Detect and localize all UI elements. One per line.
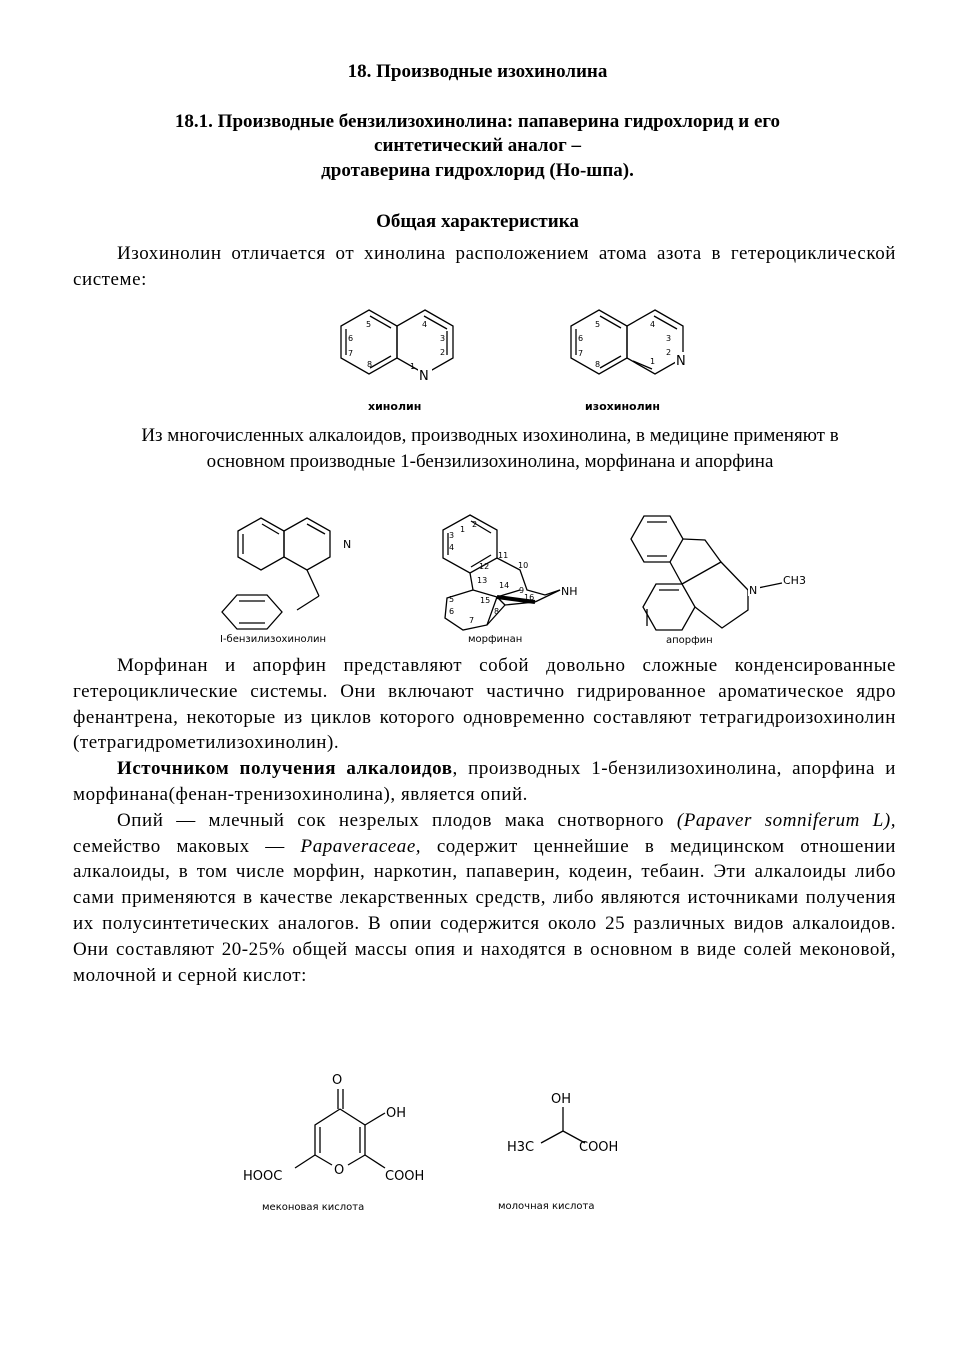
svg-text:4: 4 [650,320,656,329]
svg-text:3: 3 [666,334,672,343]
meconic-oh: OH [386,1106,407,1121]
benzyl-n-atom: N [343,538,352,551]
meconic-hooc: HOOC [243,1169,283,1184]
section-title-line-1: 18.1. Производные бензилизохинолина: папаверина гидрохлорид и его [174,111,781,132]
svg-text:16: 16 [524,593,535,602]
quinoline-label: хинолин [368,400,422,413]
svg-text:4: 4 [449,543,455,552]
svg-text:15: 15 [480,596,491,605]
meconic-cooh: COOH [385,1169,425,1184]
svg-text:1: 1 [410,362,416,371]
svg-text:3: 3 [440,334,446,343]
svg-text:4: 4 [422,320,428,329]
alkaloids-paragraph: Из многочисленных алкалоидов, производных изохинолина, в медицине применяют в основном производные 1-бензилизохинолина, морфинана и апорфина [141,425,839,472]
svg-text:3: 3 [449,531,455,540]
section-heading: Общая характеристика [376,211,579,232]
source-bold: Источником получения алкалоидов [117,758,453,780]
figure-acids [235,1065,635,1220]
chapter-title: 18. Производные изохинолина [347,61,608,82]
meconic-ring-o: O [334,1163,345,1178]
svg-text:10: 10 [518,561,529,570]
lactic-cooh: COOH [579,1140,619,1155]
figure-alkaloid-skeletons [215,510,815,650]
quinoline-n-atom: N [419,369,429,384]
section-title-line-2: синтетический аналог – [374,135,581,156]
svg-text:7: 7 [469,616,475,625]
svg-text:1: 1 [460,525,466,534]
svg-text:5: 5 [449,595,455,604]
morphinan-label: морфинан [468,634,523,645]
svg-text:6: 6 [348,334,354,343]
svg-text:6: 6 [578,334,584,343]
svg-text:7: 7 [578,349,584,358]
lactic-h3c: H3C [507,1140,535,1155]
svg-text:14: 14 [499,581,510,590]
lactic-oh: OH [551,1092,572,1107]
svg-text:2: 2 [472,520,478,529]
svg-text:2: 2 [666,348,672,357]
svg-text:2: 2 [440,348,446,357]
svg-text:1: 1 [650,357,656,366]
isoquinoline-n-atom: N [676,354,686,369]
svg-text:5: 5 [595,320,601,329]
lactic-acid-label: молочная кислота [498,1201,595,1212]
svg-text:5: 5 [366,320,372,329]
aporphine-methyl: CH3 [783,574,806,587]
aporphine-n-atom: N [749,584,758,597]
svg-text:8: 8 [494,607,500,616]
svg-text:12: 12 [479,562,490,571]
morphinan-paragraph: Морфинан и апорфин представляют собой довольно сложные конденсированные гетероциклические системы. Они включают частично гидрированное ароматическое ядро фенантрена, некоторые из циклов которого одновременно составляют тетрагидроизохинолин (тетрагидрометилизохинолин). Источником получения алкалоидов, производных 1-бензилизохинолина, апорфина и морфинана(фенан-тренизохинолина), является опий. Опий — млечный сок незрелых плодов мака снотворного (Papaver somniferum L), семейство маковых — Papaveraceae, содержит ценнейшие в медицинском отношении алкалоиды, в том числе морфин, наркотин, папаверин, кодеин, тебаин. Эти алкалоиды либо сами применяются в качестве лекарственных средств, либо являются источниками получения их полусинтетических аналогов. В опии содержится около 25 различных видов алкалоидов. Они составляют 20-25% общей массы опия и находятся в основном в виде солей меконовой, молочной и серной кислот: [73,655,896,986]
benzylisoquinoline-label: I-бензилизохинолин [220,634,327,645]
svg-text:8: 8 [367,360,373,369]
isoquinoline-label: изохинолин [585,400,660,413]
svg-text:11: 11 [498,551,509,560]
svg-text:9: 9 [519,586,525,595]
section-title-line-3: дротаверина гидрохлорид (Но-шпа). [321,160,634,181]
svg-text:6: 6 [449,607,455,616]
meconic-acid-label: меконовая кислота [262,1202,365,1213]
svg-text:13: 13 [477,576,488,585]
svg-text:8: 8 [595,360,601,369]
svg-text:7: 7 [348,349,354,358]
morphinan-nh: NH [561,585,578,598]
intro-paragraph: Изохинолин отличается от хинолина расположением атома азота в гетероциклической системе: [73,243,896,290]
meconic-keto-o: O [332,1073,343,1088]
figure-quinoline-isoquinoline [330,305,690,420]
aporphine-label: апорфин [666,635,713,646]
